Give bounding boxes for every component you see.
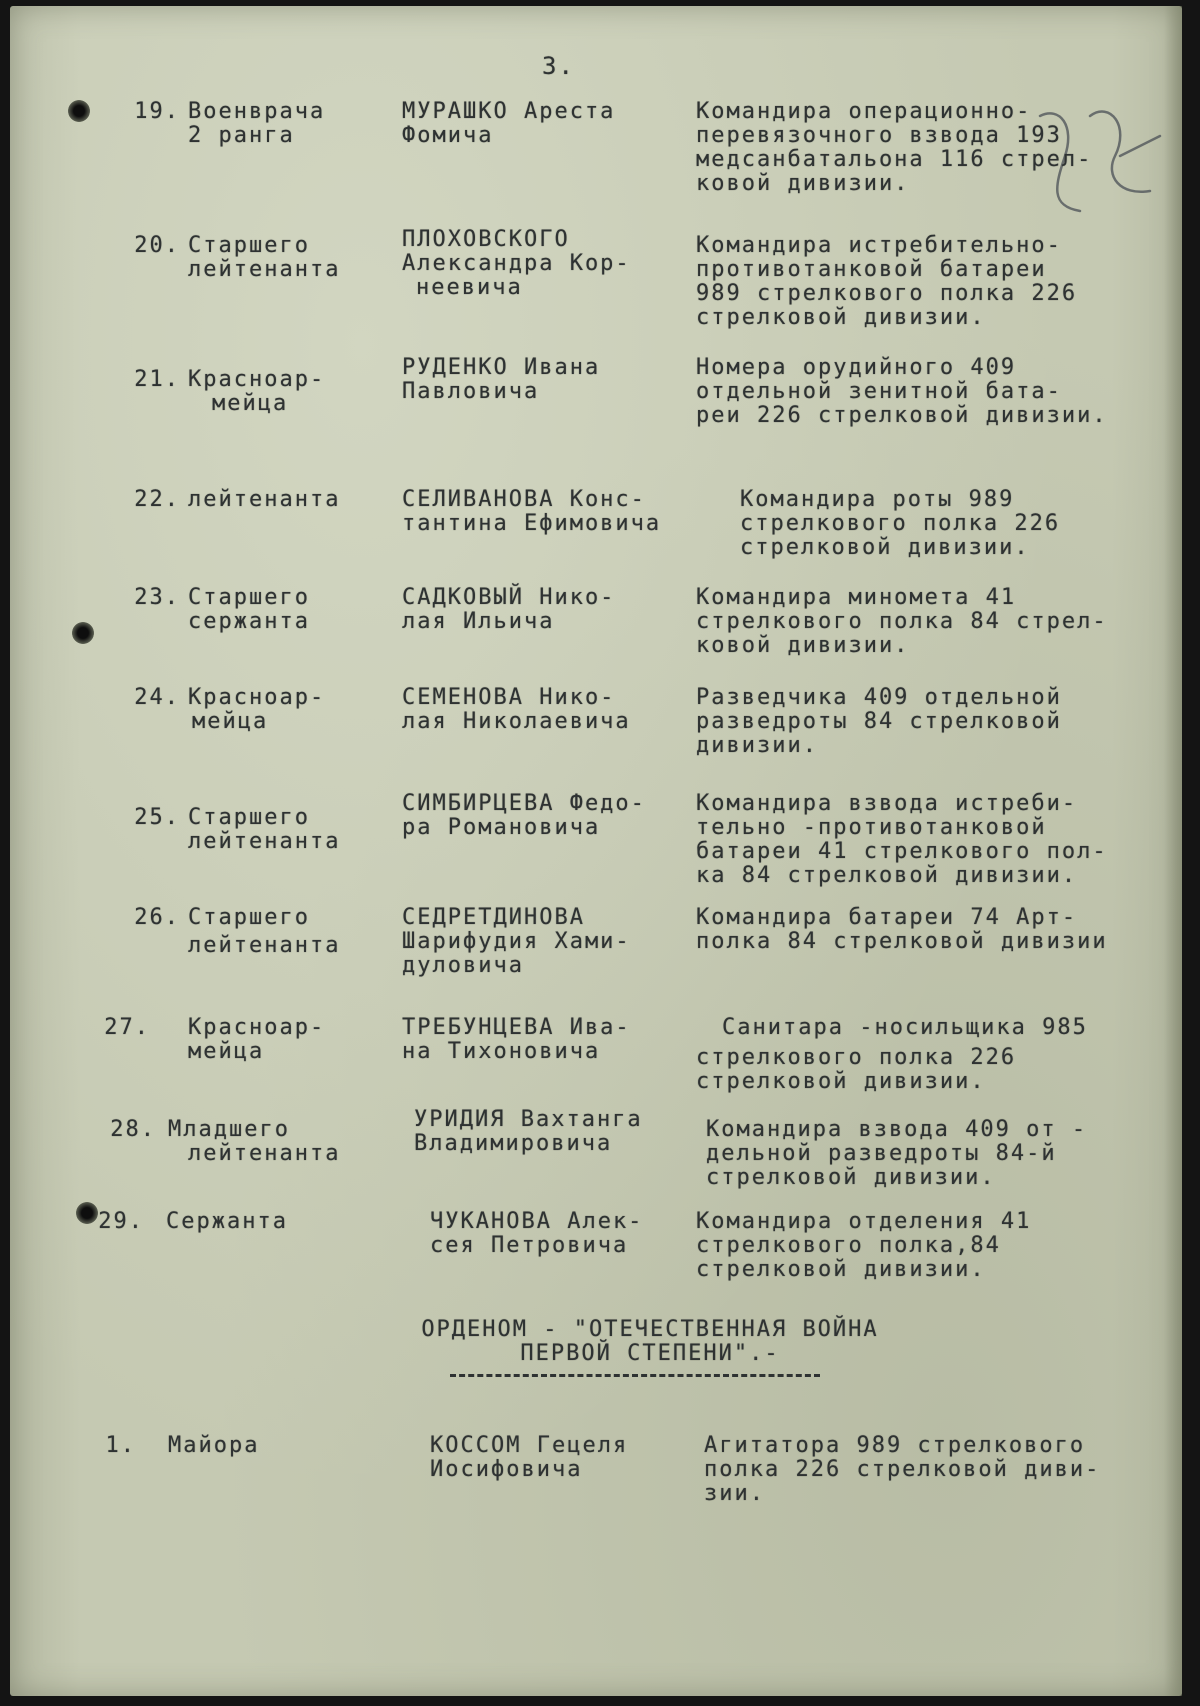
entry-position: Разведчика 409 отдельной разведроты 84 стрелковой дивизии. bbox=[696, 685, 1062, 758]
entry-position: Командира батареи 74 Арт- полка 84 стрелковой дивизии bbox=[696, 905, 1108, 954]
entry-position: Командира отделения 41 стрелкового полка,84 стрелковой дивизии. bbox=[696, 1209, 1032, 1282]
entry-number: 22. bbox=[134, 487, 180, 512]
entry-position: Командира взвода 409 от - дельной разведроты 84-й стрелковой дивизии. bbox=[706, 1117, 1088, 1190]
entry-name: СЕДРЕТДИНОВА Шарифудия Хами- дуловича bbox=[402, 905, 631, 978]
entry-position: Командира миномета 41 стрелкового полка 84 стрел- ковой дивизии. bbox=[696, 585, 1108, 658]
entry-name: САДКОВЫЙ Нико- лая Ильича bbox=[402, 585, 616, 634]
entry-number: 20. bbox=[134, 233, 180, 258]
entry-number: 29. bbox=[98, 1209, 144, 1234]
entry-position: Агитатора 989 стрелкового полка 226 стрелковой диви- зии. bbox=[704, 1433, 1101, 1506]
entry-rank: Красноар- мейца bbox=[188, 1015, 326, 1064]
entry-name: ПЛОХОВСКОГО Александра Кор- неевича bbox=[402, 227, 631, 300]
entry-name: ТРЕБУНЦЕВА Ива- на Тихоновича bbox=[402, 1015, 631, 1064]
entry-position: Номера орудийного 409 отдельной зенитной бата- реи 226 стрелковой дивизии. bbox=[696, 355, 1108, 428]
entry-position: Командира операционно- перевязочного взвода 193 медсанбатальона 116 стрел- ковой дивизии. bbox=[696, 99, 1093, 196]
entry-rank: Старшего лейтенанта bbox=[188, 805, 341, 854]
entry-number: 26. bbox=[134, 905, 180, 930]
entry-position: Командира взвода истреби- тельно -противотанковой батареи 41 стрелкового пол- ка 84 стрелковой дивизии. bbox=[696, 791, 1108, 888]
entry-rank: Младшего лейтенанта bbox=[168, 1117, 341, 1166]
entry-rank: Красноар- мейца bbox=[188, 685, 326, 734]
entry-number: 25. bbox=[134, 805, 180, 830]
entry-name: ЧУКАНОВА Алек- сея Петровича bbox=[430, 1209, 644, 1258]
order-section-heading: ОРДЕНОМ - "ОТЕЧЕСТВЕННАЯ ВОЙНА ПЕРВОЙ СТЕПЕНИ".- bbox=[421, 1317, 879, 1366]
punch-hole-icon bbox=[72, 622, 94, 644]
document-sheet bbox=[10, 6, 1182, 1696]
entry-position: Санитара -носильщика 985 стрелкового полка 226 стрелковой дивизии. bbox=[696, 1015, 1088, 1094]
punch-hole-icon bbox=[68, 100, 90, 122]
entry-number: 1. bbox=[105, 1433, 136, 1458]
paper-edge-shadow bbox=[1164, 6, 1182, 1696]
page-number: 3. bbox=[542, 52, 575, 80]
entry-name: КОССОМ Гецеля Иосифовича bbox=[430, 1433, 629, 1482]
entry-rank: Красноар- мейца bbox=[188, 367, 326, 416]
entry-rank: Старшего лейтенанта bbox=[188, 233, 341, 282]
entry-name: МУРАШКО Ареста Фомича bbox=[402, 99, 616, 148]
entry-number: 27. bbox=[104, 1015, 150, 1040]
entry-name: УРИДИЯ Вахтанга Владимировича bbox=[414, 1107, 643, 1156]
entry-position: Командира истребительно- противотанковой батареи 989 стрелкового полка 226 стрелковой дивизии. bbox=[696, 233, 1078, 330]
entry-rank: Майора bbox=[168, 1433, 260, 1458]
entry-name: СИМБИРЦЕВА Федо- ра Романовича bbox=[402, 791, 646, 840]
entry-name: СЕЛИВАНОВА Конс- тантина Ефимовича bbox=[402, 487, 662, 536]
entry-rank: Старшего лейтенанта bbox=[188, 905, 341, 958]
entry-rank: Старшего сержанта bbox=[188, 585, 310, 634]
entry-number: 23. bbox=[134, 585, 180, 610]
entry-number: 21. bbox=[134, 367, 180, 392]
entry-number: 24. bbox=[134, 685, 180, 710]
entry-name: СЕМЕНОВА Нико- лая Николаевича bbox=[402, 685, 631, 734]
entry-position: Командира роты 989 стрелкового полка 226 стрелковой дивизии. bbox=[740, 487, 1061, 560]
entry-name: РУДЕНКО Ивана Павловича bbox=[402, 355, 601, 404]
entry-number: 19. bbox=[134, 99, 180, 124]
entry-rank: лейтенанта bbox=[188, 487, 341, 512]
entry-rank: Сержанта bbox=[166, 1209, 288, 1234]
entry-number: 28. bbox=[110, 1117, 156, 1142]
entry-rank: Военврача 2 ранга bbox=[188, 99, 326, 148]
heading-underline bbox=[450, 1374, 820, 1377]
